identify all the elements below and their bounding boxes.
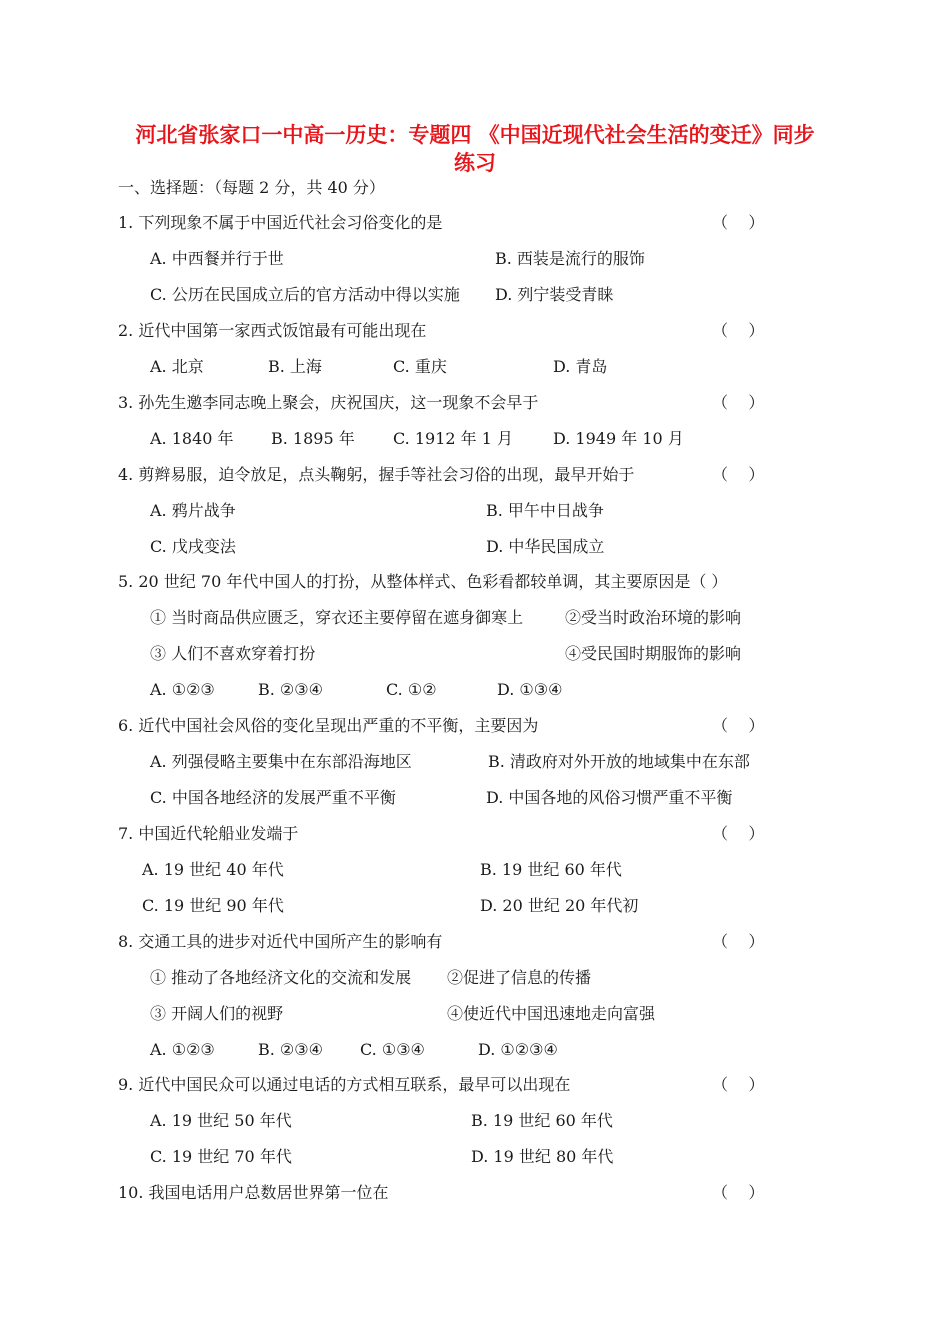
option-b: B. 清政府对外开放的地域集中在东部	[488, 752, 750, 771]
statement-1: ① 推动了各地经济文化的交流和发展	[150, 968, 412, 987]
option-d: D. 列宁装受青睐	[495, 285, 614, 304]
option-d: D. 青岛	[553, 357, 608, 376]
option-b: B. ②③④	[258, 680, 323, 699]
option-b: B. 西装是流行的服饰	[495, 249, 645, 268]
option-b: B. 19 世纪 60 年代	[471, 1111, 613, 1130]
option-b: B. 1895 年	[271, 429, 355, 448]
option-b: B. 19 世纪 60 年代	[480, 860, 622, 879]
option-a: A. 北京	[150, 357, 204, 376]
option-a: A. 19 世纪 50 年代	[150, 1111, 292, 1130]
option-b: B. 上海	[268, 357, 322, 376]
option-d: D. ①③④	[497, 680, 563, 699]
option-a: A. ①②③	[150, 680, 215, 699]
question-stem: 9. 近代中国民众可以通过电话的方式相互联系，最早可以出现在	[118, 1075, 571, 1094]
option-c: C. 重庆	[393, 357, 447, 376]
option-c: C. ①③④	[360, 1040, 425, 1059]
answer-blank: （ ）	[712, 824, 765, 843]
statement-2: ②促进了信息的传播	[447, 968, 592, 987]
question-stem: 8. 交通工具的进步对近代中国所产生的影响有	[118, 932, 443, 951]
option-d: D. 中国各地的风俗习惯严重不平衡	[486, 788, 733, 807]
option-b: B. 甲午中日战争	[486, 501, 604, 520]
answer-blank: （ ）	[712, 321, 765, 340]
option-c: C. ①②	[386, 680, 437, 699]
statement-1: ① 当时商品供应匮乏，穿衣还主要停留在遮身御寒上	[150, 608, 524, 627]
option-a: A. 列强侵略主要集中在东部沿海地区	[150, 752, 412, 771]
title-line-1: 河北省张家口一中高一历史：专题四 《中国近现代社会生活的变迁》同步	[135, 122, 815, 147]
option-a: A. 中西餐并行于世	[150, 249, 284, 268]
option-d: D. 20 世纪 20 年代初	[480, 896, 639, 915]
statement-3: ③ 开阔人们的视野	[150, 1004, 284, 1023]
question-stem: 1. 下列现象不属于中国近代社会习俗变化的是	[118, 213, 443, 232]
option-a: A. 19 世纪 40 年代	[142, 860, 284, 879]
option-c: C. 19 世纪 90 年代	[142, 896, 284, 915]
title-line-2: 练习	[454, 150, 496, 175]
answer-blank: （ ）	[712, 1075, 765, 1094]
option-c: C. 公历在民国成立后的官方活动中得以实施	[150, 285, 460, 304]
answer-blank: （ ）	[712, 213, 765, 232]
question-stem: 10. 我国电话用户总数居世界第一位在	[118, 1183, 389, 1202]
option-d: D. ①②③④	[478, 1040, 558, 1059]
answer-blank: （ ）	[712, 393, 765, 412]
option-b: B. ②③④	[258, 1040, 323, 1059]
statement-2: ②受当时政治环境的影响	[565, 608, 742, 627]
answer-blank: （ ）	[712, 716, 765, 735]
answer-blank: （ ）	[712, 465, 765, 484]
answer-blank: （ ）	[712, 1183, 765, 1202]
option-c: C. 戊戌变法	[150, 537, 236, 556]
statement-4: ④受民国时期服饰的影响	[565, 644, 742, 663]
option-a: A. 鸦片战争	[150, 501, 236, 520]
question-stem: 2. 近代中国第一家西式饭馆最有可能出现在	[118, 321, 427, 340]
option-d: D. 1949 年 10 月	[553, 429, 684, 448]
section-heading: 一、选择题：（每题 2 分，共 40 分）	[118, 178, 385, 197]
option-d: D. 19 世纪 80 年代	[471, 1147, 614, 1166]
option-a: A. ①②③	[150, 1040, 215, 1059]
option-c: C. 中国各地经济的发展严重不平衡	[150, 788, 396, 807]
statement-4: ④使近代中国迅速地走向富强	[447, 1004, 656, 1023]
option-a: A. 1840 年	[150, 429, 234, 448]
question-stem: 3. 孙先生邀李同志晚上聚会，庆祝国庆，这一现象不会早于	[118, 393, 539, 412]
question-stem: 5. 20 世纪 70 年代中国人的打扮，从整体样式、色彩看都较单调，其主要原因是（ ）	[118, 572, 728, 591]
option-d: D. 中华民国成立	[486, 537, 605, 556]
answer-blank: （ ）	[712, 932, 765, 951]
option-c: C. 1912 年 1 月	[393, 429, 514, 448]
statement-3: ③ 人们不喜欢穿着打扮	[150, 644, 316, 663]
question-stem: 7. 中国近代轮船业发端于	[118, 824, 299, 843]
question-stem: 4. 剪辫易服，迫令放足，点头鞠躬，握手等社会习俗的出现，最早开始于	[118, 465, 635, 484]
question-stem: 6. 近代中国社会风俗的变化呈现出严重的不平衡，主要因为	[118, 716, 539, 735]
option-c: C. 19 世纪 70 年代	[150, 1147, 292, 1166]
